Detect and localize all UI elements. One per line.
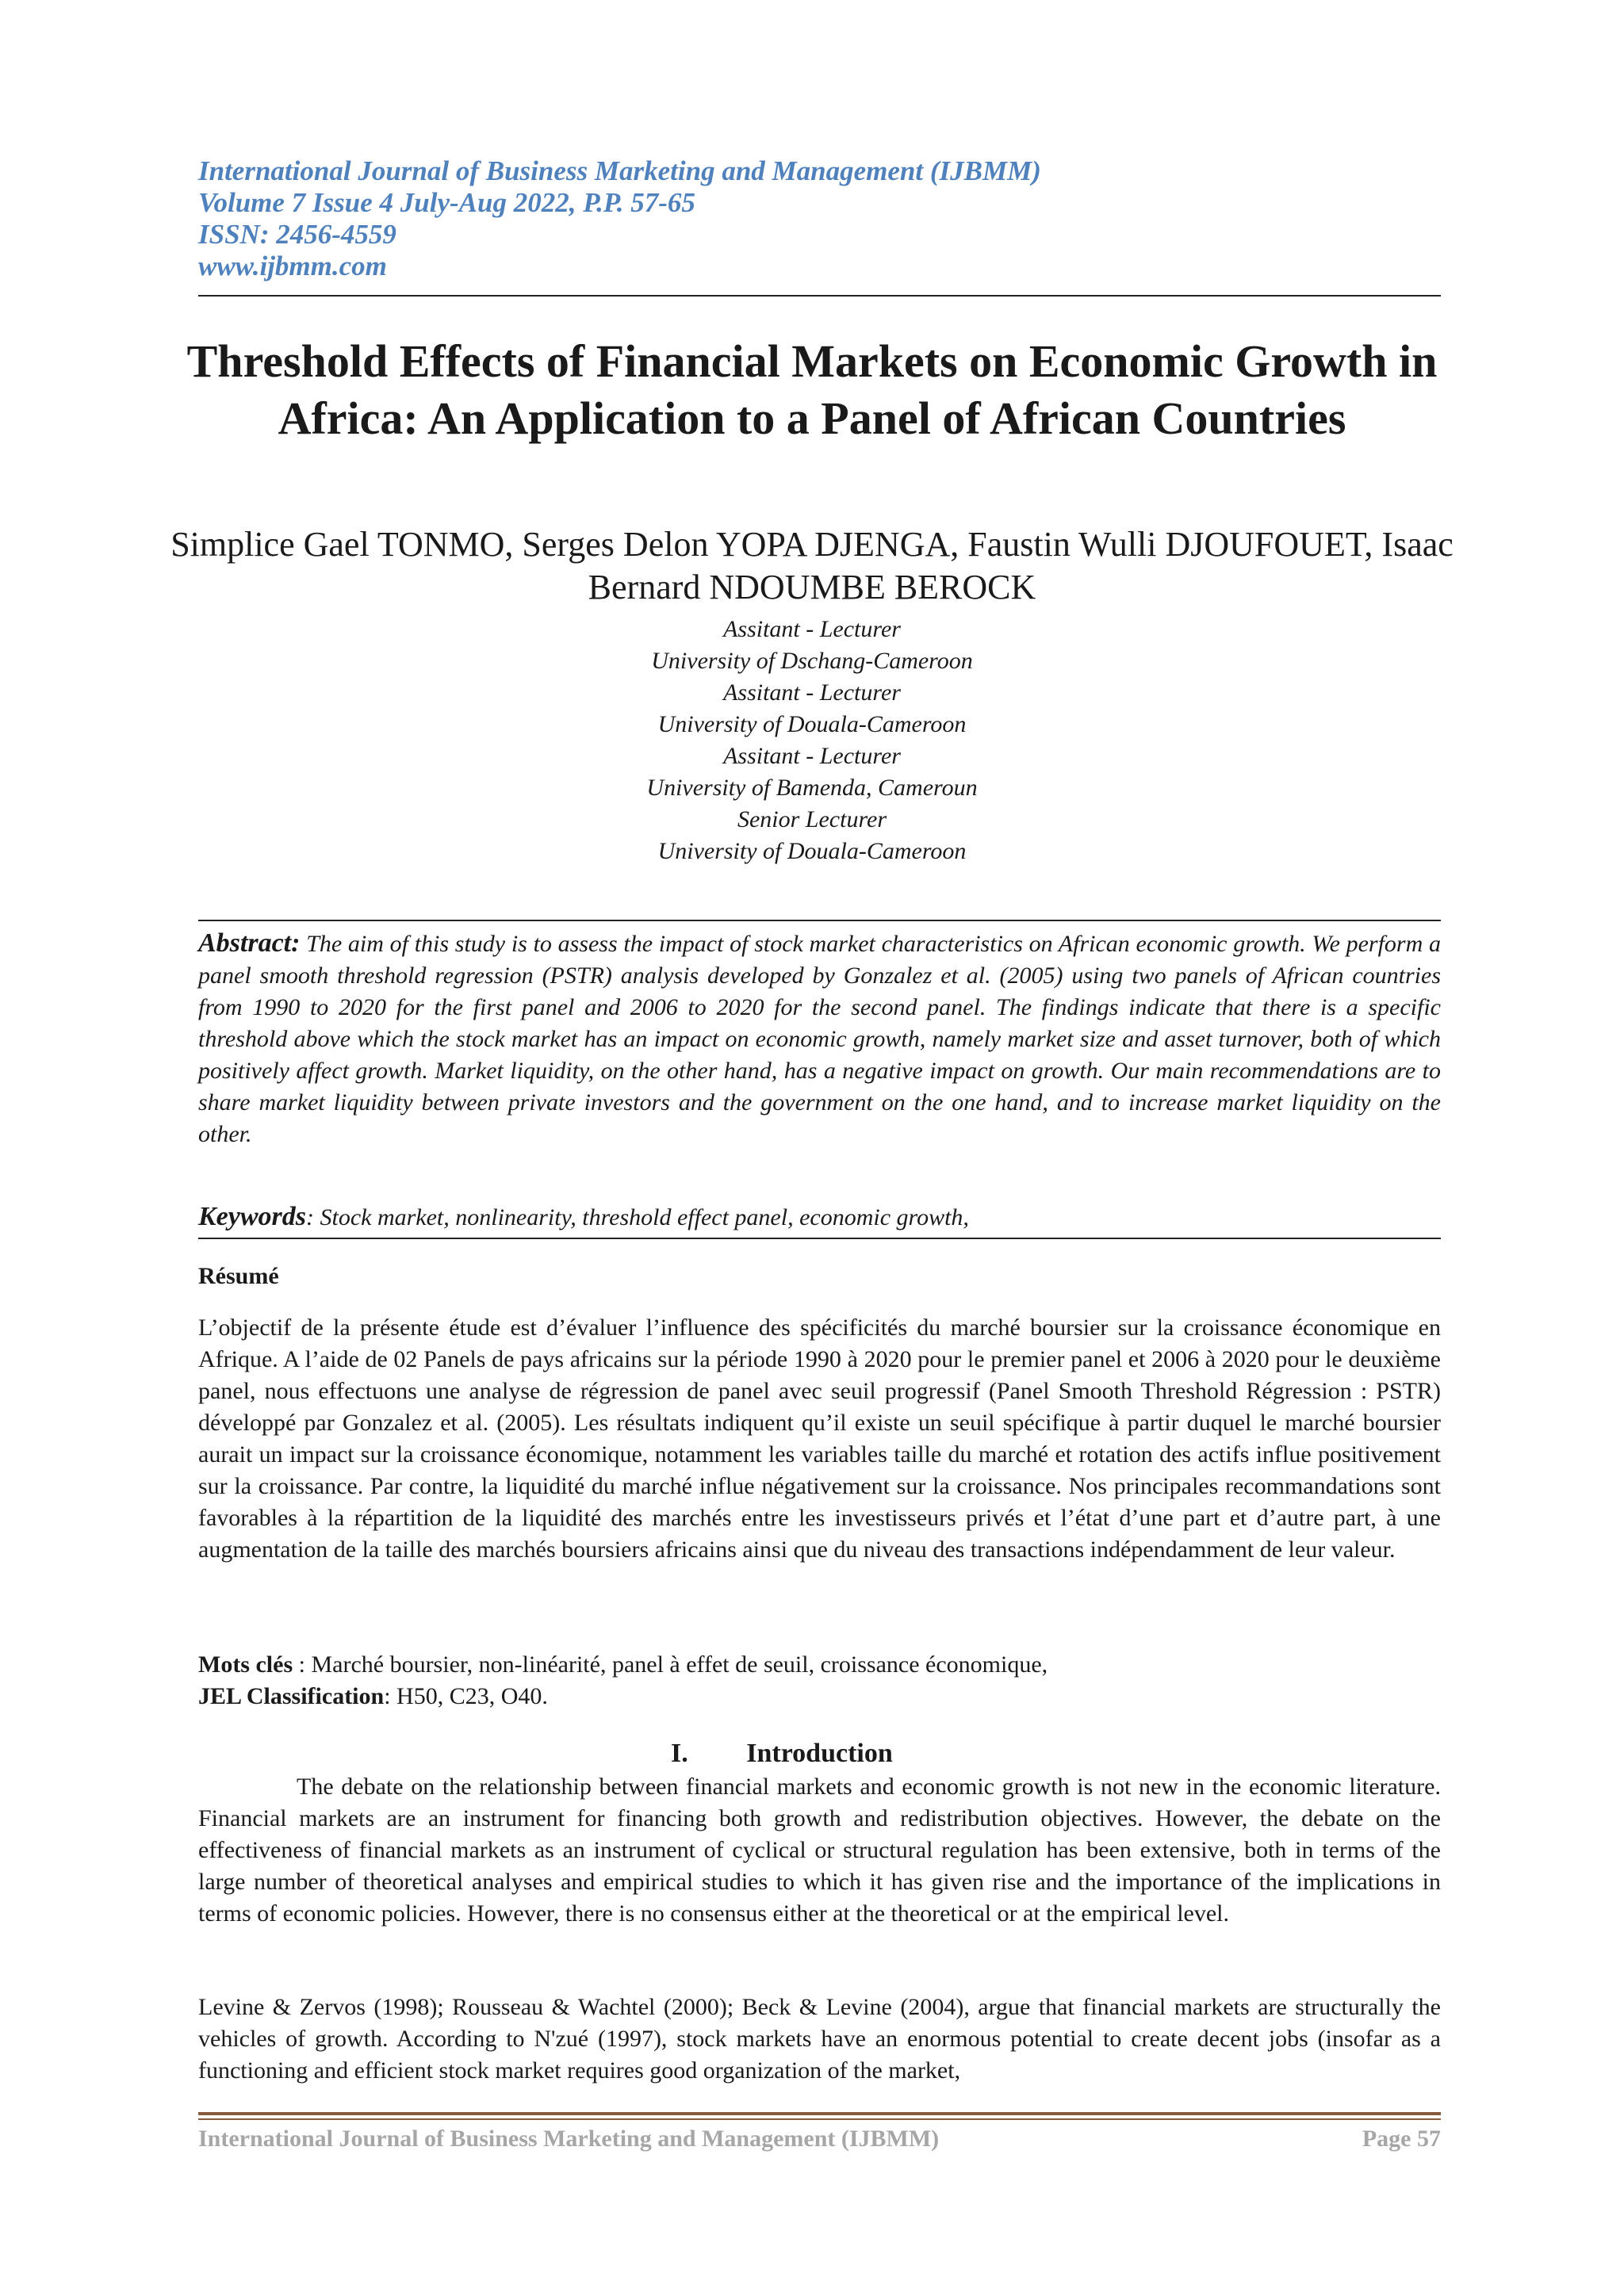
affiliation-line: University of Douala-Cameroon — [657, 838, 967, 864]
header-divider — [198, 295, 1441, 297]
abstract-divider — [198, 920, 1441, 921]
affiliation-line: University of Douala-Cameroon — [657, 711, 967, 737]
keywords-text: : Stock market, nonlinearity, threshold effect panel, economic growth, — [306, 1204, 969, 1230]
journal-name: International Journal of Business Marketing and Management (IJBMM) — [198, 155, 1041, 186]
footer-divider-thick — [198, 2112, 1441, 2115]
abstract-text: The aim of this study is to assess the impact of stock market characteristics on African economic growth. We perform a panel smooth threshold regression (PSTR) analysis developed by Gonzalez et al. (2005) using two panels of African countries from 1990 to 2020 for the first panel and 2006 to 2020 for the second panel. The findings indicate that there is a specific threshold above which the stock market has an impact on economic growth, namely market size and asset turnover, both of which positively affect growth. Market liquidity, on the other hand, has a negative impact on growth. Our main recommendations are to share market liquidity between private investors and the government on the one hand, and to increase market liquidity on the other. — [198, 931, 1442, 1147]
affiliation-line: Assitant - Lecturer — [723, 616, 901, 642]
keywords-divider — [198, 1238, 1441, 1239]
mots-cles-label: Mots clés — [198, 1651, 293, 1678]
journal-issn: ISSN: 2456-4559 — [198, 219, 396, 250]
section-number: I. — [671, 1739, 688, 1768]
introduction-paragraph-1: The debate on the relationship between financial markets and economic growth is not new in the economic literature. Financial markets are an instrument for financing both growth and redistribution objectives. However, the debate on the effectiveness of financial markets as an instrument of cyclical or structural regulation has been extensive, both in terms of the large number of theoretical analyses and empirical studies to which it has given rise and the importance of the implications in terms of economic policies. However, there is no consensus either at the theoretical or at the empirical level. — [198, 1774, 1441, 1927]
abstract-label: Abstract: — [198, 928, 301, 958]
resume-text: L’objectif de la présente étude est d’évaluer l’influence des spécificités du marché boursier sur la croissance économique en Afrique. A l’aide de 02 Panels de pays africains sur la période 1990 à 2020 pour le premier panel et 2006 à 2020 pour le deuxième panel, nous effectuons une analyse de régression de panel avec seuil progressif (Panel Smooth Threshold Régression : PSTR) développé par Gonzalez et al. (2005). Les résultats indiquent qu’il existe un seuil spécifique à partir duquel le marché boursier aurait un impact sur la croissance économique, notamment les variables taille du marché et rotation des actifs influe positivement sur la croissance. Par contre, la liquidité du marché influe négativement sur la croissance. Nos principales recommandations sont favorables à la répartition de la liquidité des marchés entre les investisseurs privés et l’état d’une part et d’autre part, à une augmentation de la taille des marchés boursiers africains ainsi que du niveau des transactions indépendamment de leur valeur. — [198, 1314, 1441, 1563]
affiliation-line: University of Bamenda, Cameroun — [646, 775, 978, 801]
paper-authors: Simplice Gael TONMO, Serges Delon YOPA DJENGA, Faustin Wulli DJOUFOUET, Isaac Bernard NDOUMBE BEROCK — [170, 525, 1454, 607]
affiliation-line: Assitant - Lecturer — [723, 679, 901, 706]
keywords — [198, 1201, 1441, 1234]
footer-journal: International Journal of Business Marketing and Management (IJBMM) — [198, 2126, 940, 2152]
journal-website[interactable]: www.ijbmm.com — [198, 251, 387, 281]
mots-cles-text: : Marché boursier, non-linéarité, panel à effet de seuil, croissance économique, — [298, 1651, 1048, 1678]
affiliation-line: Senior Lecturer — [737, 806, 887, 832]
abstract — [198, 928, 1441, 1150]
jel-text: : H50, C23, O40. — [384, 1683, 548, 1709]
resume-heading: Résumé — [198, 1263, 279, 1289]
footer-divider-thin — [198, 2118, 1441, 2120]
affiliation-line: University of Dschang-Cameroon — [651, 648, 973, 674]
author-affiliations — [159, 614, 1465, 867]
introduction-heading — [198, 1738, 1441, 1770]
jel-label: JEL Classification — [198, 1683, 385, 1709]
page-footer — [198, 2123, 1441, 2155]
journal-header — [198, 155, 1441, 282]
mots-cles-line — [198, 1649, 1441, 1681]
keywords-label: Keywords — [198, 1202, 306, 1231]
mots-cles-block — [198, 1649, 1441, 1712]
affiliation-line: Assitant - Lecturer — [723, 743, 901, 769]
section-title: Introduction — [746, 1739, 893, 1768]
jel-line — [198, 1681, 1441, 1712]
journal-volume: Volume 7 Issue 4 July-Aug 2022, P.P. 57-65 — [198, 187, 695, 218]
page-number: Page 57 — [1362, 2126, 1441, 2152]
paper-title: Threshold Effects of Financial Markets on Economic Growth in Africa: An Application to a Panel of African Countries — [186, 335, 1438, 444]
introduction-paragraph-2: Levine & Zervos (1998); Rousseau & Wachtel (2000); Beck & Levine (2004), argue that financial markets are structurally the vehicles of growth. According to N'zué (1997), stock markets have an enormous potential to create decent jobs (insofar as a functioning and efficient stock market requires good organization of the market, — [198, 1994, 1441, 2084]
